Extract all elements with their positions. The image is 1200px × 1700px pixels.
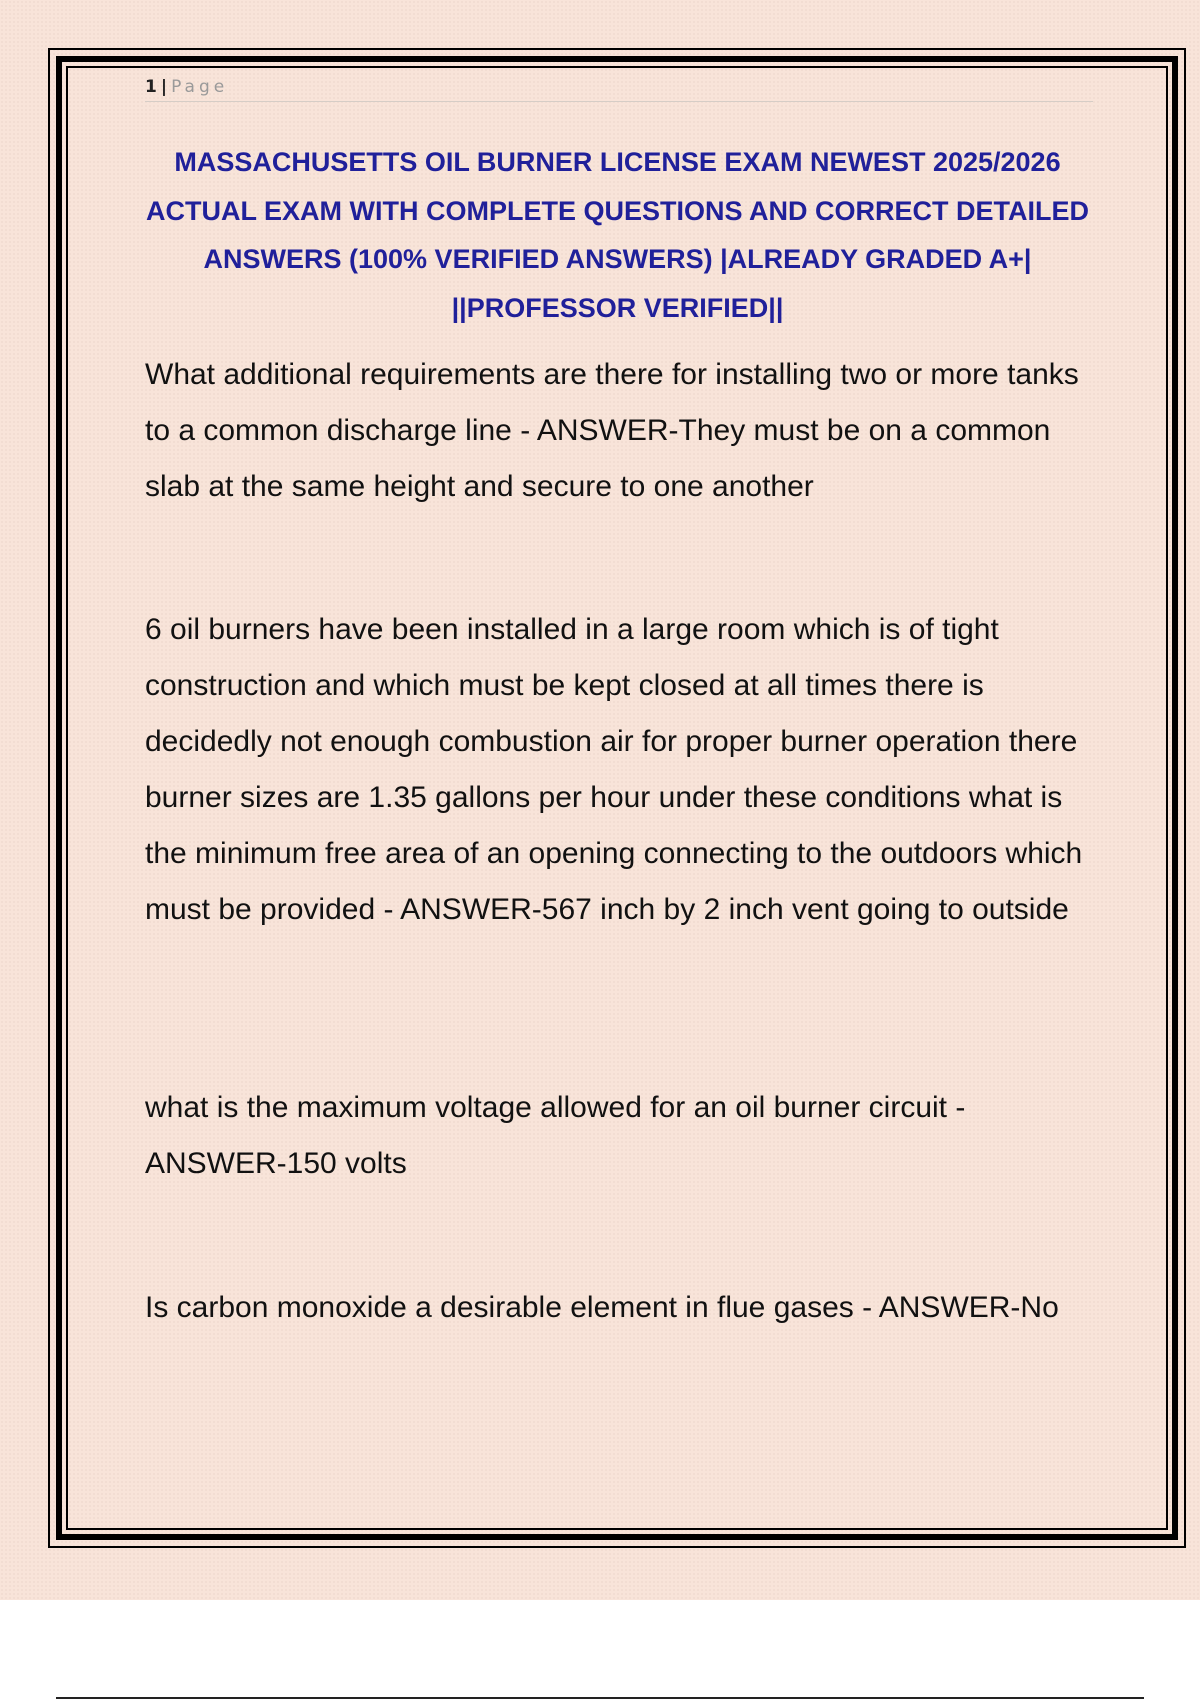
question-answer-3: what is the maximum voltage allowed for an oil burner circuit - ANSWER-150 volts	[145, 1091, 966, 1180]
document-title: MASSACHUSETTS OIL BURNER LICENSE EXAM NEWEST 2025/2026 ACTUAL EXAM WITH COMPLETE QUESTIONS AND CORRECT DETAILED ANSWERS (100% VERIFIED ANSWERS) |ALREADY GRADED A+| ||PROFESSOR VERIFIED||	[146, 147, 1089, 323]
question-answer-2: 6 oil burners have been installed in a large room which is of tight construction and which must be kept closed at all times there is decidedly not enough combustion air for proper burner operation there burner sizes are 1.35 gallons per hour under these conditions what is the minimum free area of an opening connecting to the outdoors which must be provided - ANSWER-567 inch by 2 inch vent going to outside	[145, 613, 1083, 926]
page-header	[145, 72, 1093, 102]
next-page-top-rule	[56, 1697, 1144, 1699]
page-label: Page	[171, 77, 229, 97]
question-answer-1: What additional requirements are there for installing two or more tanks to a common discharge line - ANSWER-They must be on a common slab at the same height and secure to one another	[145, 358, 1079, 503]
page-number: 1	[145, 77, 157, 97]
question-answer-4: Is carbon monoxide a desirable element in flue gases - ANSWER-No	[145, 1291, 1059, 1324]
header-separator: |	[160, 77, 168, 97]
